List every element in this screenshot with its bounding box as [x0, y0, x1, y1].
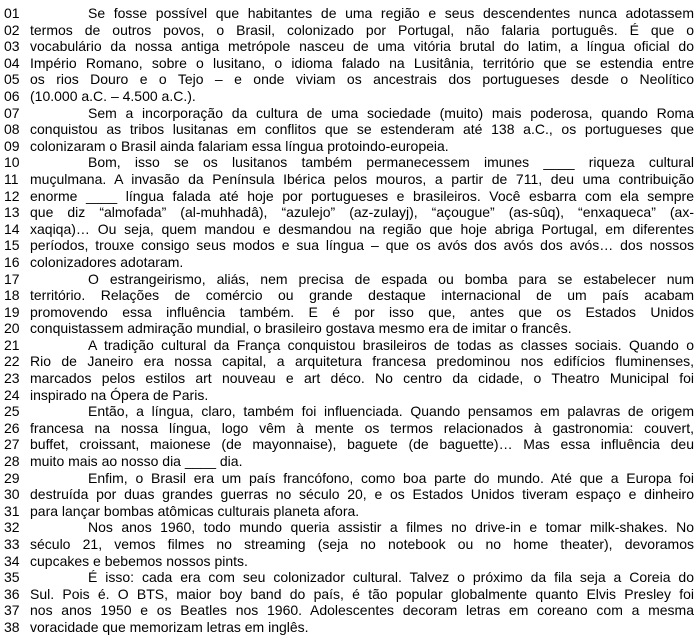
text-line: [4, 569, 694, 586]
line-number: 02: [4, 21, 20, 38]
text-line: [4, 237, 694, 254]
line-text: promovendo essa influência também. E é por isso que, antes que os Estados Unidos: [30, 303, 694, 320]
line-number: 25: [4, 403, 20, 420]
text-line: [4, 204, 694, 221]
text-line: [4, 22, 694, 39]
line-text: os rios Douro e o Tejo – e onde viviam os ancestrais dos portugueses desde o Neolítico: [30, 71, 694, 88]
text-line: [4, 586, 694, 603]
text-line: [4, 387, 694, 404]
text-line: [4, 553, 694, 570]
line-number: 07: [4, 104, 20, 121]
line-number: 14: [4, 220, 20, 237]
line-text: xaqiqa)… Ou seja, quem mandou e desmandou na região que hoje abriga Portugal, em diferentes: [30, 220, 694, 237]
text-line: [4, 320, 694, 337]
text-line: [4, 470, 694, 487]
line-number: 33: [4, 536, 20, 552]
line-text: períodos, trouxe consigo seus modos e sua língua – que os avós dos avós dos avós… dos nossos: [30, 237, 694, 254]
text-line: [4, 453, 694, 470]
text-line: [4, 519, 694, 536]
line-text: É isso: cada era com seu colonizador cultural. Talvez o próximo da fila seja a Coreia do: [88, 569, 694, 586]
line-number: 24: [4, 386, 20, 403]
text-line: [4, 436, 694, 453]
text-line: [4, 105, 694, 122]
line-number: 30: [4, 486, 20, 503]
text-line: [4, 121, 694, 138]
line-text: Sem a incorporação da cultura de uma sociedade (muito) mais poderosa, quando Roma: [88, 104, 694, 121]
line-number: 29: [4, 469, 20, 486]
text-line: [4, 337, 694, 354]
document-text: [4, 5, 694, 636]
line-number: 21: [4, 336, 20, 353]
text-line: [4, 619, 694, 636]
line-text: buffet, croissant, maionese (de mayonnaise), baguete (de baguette)… Mas essa influência deu: [30, 436, 694, 453]
text-line: [4, 88, 694, 105]
line-text: marcados pelos estilos art nouveau e art déco. No centro da cidade, o Theatro Municipal foi: [30, 370, 694, 387]
line-text: cupcakes e bebemos nossos pints.: [30, 552, 248, 569]
line-number: 15: [4, 237, 20, 254]
line-number: 28: [4, 453, 20, 470]
text-line: [4, 353, 694, 370]
line-number: 37: [4, 602, 20, 619]
line-text: termos de outros povos, o Brasil, colonizado por Portugal, não falaria português. É que o: [30, 21, 694, 38]
line-number: 16: [4, 253, 20, 270]
line-number: 26: [4, 419, 20, 436]
text-line: [4, 171, 694, 188]
line-number: 12: [4, 187, 20, 204]
line-text: Sul. Pois é. O BTS, maior boy band do país, é tão popular globalmente quanto Elvis Presley foi: [30, 585, 694, 602]
line-number: 18: [4, 287, 20, 304]
line-number: 17: [4, 270, 20, 287]
text-line: [4, 271, 694, 288]
text-line: [4, 138, 694, 155]
line-number: 09: [4, 137, 20, 154]
line-number: 31: [4, 502, 20, 519]
line-text: voracidade que memorizam letras em inglês.: [30, 618, 309, 635]
line-number: 36: [4, 585, 20, 602]
line-number: 34: [4, 552, 20, 569]
text-line: [4, 154, 694, 171]
line-number: 06: [4, 87, 20, 104]
line-text: Então, a língua, claro, também foi influenciada. Quando pensamos em palavras de origem: [88, 403, 694, 420]
line-number: 05: [4, 71, 20, 88]
line-text: vocabulário da nossa antiga metrópole nasceu de uma vitória brutal do latim, a língua oficial do: [30, 38, 694, 55]
line-text: Se fosse possível que habitantes de uma região e seus descendentes nunca adotassem: [88, 5, 694, 21]
line-text: território. Relações de comércio ou grande destaque internacional de um país acabam: [30, 287, 694, 304]
line-text: para lançar bombas atômicas culturais planeta afora.: [30, 502, 360, 519]
line-text: inspirado na Ópera de Paris.: [30, 386, 209, 403]
line-text: Bom, isso se os lusitanos também permanecessem imunes ____ riqueza cultural: [88, 154, 694, 171]
line-number: 19: [4, 303, 20, 320]
text-line: [4, 71, 694, 88]
line-number: 10: [4, 154, 20, 171]
line-text: enorme ____ língua falada até hoje por portugueses e brasileiros. Você esbarra com ela sempre: [30, 187, 694, 204]
line-text: francesa na nossa língua, logo vêm à mente os termos relacionados à gastronomia: couvert,: [30, 419, 694, 436]
line-text: século 21, vemos filmes no streaming (seja no notebook ou no home theater), devoramos: [30, 536, 694, 552]
line-number: 23: [4, 370, 20, 387]
line-text: que diz “almofada” (al-muhhadâ), “azulejo” (az-zulayj), “açougue” (as-sûq), “enxaqueca” (ax-: [30, 204, 694, 221]
line-number: 08: [4, 121, 20, 138]
line-text: Império Romano, sobre o lusitano, o idioma falado na Lusitânia, território que se estendia entre: [30, 54, 694, 71]
text-line: [4, 5, 694, 22]
line-text: conquistassem admiração mundial, o brasileiro gostava mesmo era de imitar o francês.: [30, 320, 572, 337]
text-line: [4, 602, 694, 619]
line-text: muçulmana. A invasão da Península Ibérica pelos mouros, a partir de 711, deu uma contribuição: [30, 170, 694, 187]
line-number: 38: [4, 618, 20, 635]
line-number: 20: [4, 320, 20, 337]
line-text: Rio de Janeiro era nossa capital, a arquitetura francesa predominou nos edifícios fluminenses,: [30, 353, 694, 370]
line-text: destruída por duas grandes guerras no século 20, e os Estados Unidos tiveram espaço e dinheiro: [30, 486, 694, 503]
line-number: 01: [4, 5, 20, 21]
text-line: [4, 287, 694, 304]
text-line: [4, 55, 694, 72]
line-text: Enfim, o Brasil era um país francófono, como boa parte do mundo. Até que a Europa foi: [88, 469, 694, 486]
text-line: [4, 536, 694, 553]
line-number: 22: [4, 353, 20, 370]
line-text: conquistou as tribos lusitanas em conflitos que se estenderam até 138 a.C., os portugueses que: [30, 121, 694, 138]
text-line: [4, 188, 694, 205]
line-text: (10.000 a.C. – 4.500 a.C.).: [30, 87, 196, 104]
text-line: [4, 38, 694, 55]
line-number: 32: [4, 519, 20, 536]
text-line: [4, 420, 694, 437]
line-number: 11: [4, 170, 19, 187]
line-text: O estrangeirismo, aliás, nem precisa de espada ou bomba para se estabelecer num: [88, 270, 694, 287]
text-line: [4, 370, 694, 387]
line-text: colonizadores adotaram.: [30, 253, 184, 270]
text-line: [4, 304, 694, 321]
line-number: 13: [4, 204, 20, 221]
text-line: [4, 503, 694, 520]
line-text: Nos anos 1960, todo mundo queria assistir a filmes no drive-in e tomar milk-shakes. No: [88, 519, 694, 536]
line-text: colonizaram o Brasil ainda falariam essa língua protoindo-europeia.: [30, 137, 449, 154]
line-number: 03: [4, 38, 20, 55]
text-line: [4, 486, 694, 503]
line-number: 04: [4, 54, 20, 71]
line-text: muito mais ao nosso dia ____ dia.: [30, 453, 243, 470]
line-text: nos anos 1950 e os Beatles nos 1960. Adolescentes decoram letras em coreano com a mesma: [30, 602, 694, 619]
text-line: [4, 403, 694, 420]
line-text: A tradição cultural da França conquistou brasileiros de todas as classes sociais. Quando o: [88, 336, 694, 353]
text-line: [4, 254, 694, 271]
line-number: 27: [4, 436, 20, 453]
line-number: 35: [4, 569, 20, 586]
text-line: [4, 221, 694, 238]
